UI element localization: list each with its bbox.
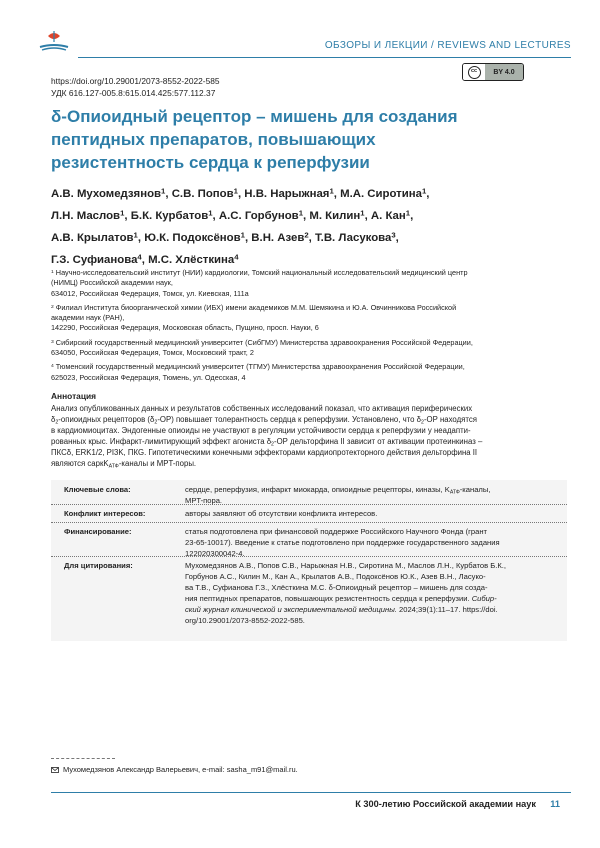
meta-value	[185, 508, 377, 519]
affiliation-ref: 2	[304, 230, 309, 240]
affiliation-ref: 4	[137, 252, 142, 262]
author-separator: ,	[212, 210, 219, 222]
affiliation-text: Тюменский государственный медицинский университет (ТГМУ) Министерства здравоохранения Российской Федерации,	[55, 362, 465, 372]
author-name: А. Кан	[370, 210, 406, 222]
affiliation-ref: 1	[421, 186, 427, 196]
abstract-text	[51, 403, 571, 469]
cc-logo-icon: cc	[463, 64, 485, 80]
text-run: -ОР) повышает толерантность сердца к реперфузии. Установлено, что δ	[157, 415, 421, 424]
meta-label: Ключевые слова:	[64, 485, 131, 494]
italic-text: ский журнал клинической и экспериментальной медицины.	[185, 605, 397, 614]
text-run: K	[103, 459, 109, 468]
author-name: Б.К. Курбатов	[130, 210, 209, 222]
text-run: -каналы,	[459, 485, 491, 494]
section-heading: ОБЗОРЫ И ЛЕКЦИИ / REVIEWS AND LECTURES	[324, 40, 571, 51]
subscript: 2	[421, 419, 424, 426]
subscript: АТФ	[108, 463, 119, 470]
meta-line	[185, 526, 500, 537]
abstract-heading: Аннотация	[51, 391, 97, 401]
author-name: М.А. Сиротина	[340, 188, 422, 200]
author-separator: ,	[124, 210, 131, 222]
affiliation-line	[51, 278, 571, 288]
meta-line	[185, 615, 506, 626]
title-line: резистентность сердца к реперфузии	[51, 153, 370, 172]
affiliation-line	[51, 362, 571, 372]
title-line: пептидных препаратов, повышающих	[51, 130, 376, 149]
affiliation-line	[51, 323, 571, 333]
affiliation-text: 625023, Российская Федерация, Тюмень, ул. Одесская, 4	[51, 372, 246, 382]
abstract-line	[51, 425, 571, 436]
meta-line	[185, 537, 500, 548]
author-line	[51, 227, 571, 249]
text-run: рованных крыс. Инфаркт-лимитирующий эффект агониста δ	[51, 437, 272, 446]
affiliation-line	[51, 348, 571, 358]
author-separator: ,	[141, 254, 149, 266]
text-run: ния пептидных препаратов, повышающих резистентность сердца к реперфузии.	[185, 594, 472, 603]
meta-line	[185, 582, 506, 593]
affiliation-text: Филиал Института биоорганической химии (ИБХ) имени академиков М.М. Шемякина и Ю.А. Овчинникова Российской	[55, 302, 457, 312]
text-run: MPT-пора.	[185, 496, 223, 505]
meta-line	[185, 604, 506, 615]
article-title	[51, 105, 561, 174]
affiliation-ref: 1	[120, 208, 125, 218]
text-run: -опиоидных рецепторов (δ	[58, 415, 155, 424]
text-run: Мухомедзянов А.В., Попов С.В., Нарыжная Н.В., Сиротина М., Маслов Л.Н., Курбатов Б.К.,	[185, 561, 507, 570]
text-run: авторы заявляют об отсутствии конфликта интересов.	[185, 509, 378, 518]
author-separator: ,	[410, 210, 414, 222]
author-separator: ,	[308, 232, 315, 244]
affiliation-ref: 1	[240, 230, 245, 240]
text-run: статья подготовлена при финансовой поддержке Российского Научного Фонда (грант	[185, 527, 488, 536]
footer-title: К 300-летию Российской академии наук	[355, 799, 536, 809]
author-separator: ,	[426, 188, 430, 200]
title-line: δ-Опиоидный рецептор – мишень для создания	[51, 107, 458, 126]
udk-code: УДК 616.127-005.8:615.014.425:577.112.37	[51, 88, 216, 98]
author-separator: ,	[364, 210, 371, 222]
meta-value	[185, 560, 506, 626]
affiliation	[51, 303, 571, 334]
affiliation-line	[51, 338, 571, 348]
abstract-line	[51, 414, 571, 425]
author-name: М.С. Хлёсткина	[148, 254, 235, 266]
affiliation-number: 1	[51, 269, 54, 275]
affiliation-line	[51, 268, 571, 278]
author-name: А.С. Горбунов	[218, 210, 299, 222]
meta-value	[185, 526, 500, 559]
affiliation-text: Сибирский государственный медицинский университет (СибГМУ) Министерства здравоохранения Российской Федерации,	[55, 337, 473, 347]
subscript: АТФ	[449, 489, 460, 496]
meta-line	[185, 508, 377, 519]
affiliation-ref: 1	[208, 208, 213, 218]
text-run: 23-65-10017). Введение к статье подготовлено при поддержке государственного задания	[185, 538, 500, 547]
affiliations	[51, 268, 571, 387]
author-name: Г.З. Суфианова	[51, 254, 138, 266]
author-name: Л.Н. Маслов	[51, 210, 121, 222]
corresponding-author-footnote	[51, 765, 298, 774]
text-run: 2024;39(1):11–17. https://doi.	[396, 605, 498, 614]
author-separator: ,	[137, 232, 145, 244]
meta-label: Конфликт интересов:	[64, 509, 146, 518]
meta-label: Для цитирования:	[64, 561, 133, 570]
envelope-icon	[51, 767, 59, 773]
meta-line	[185, 495, 490, 506]
affiliation-text: Научно-исследовательский институт (НИИ) кардиологии, Томский национальный исследовательский медицинский центр	[55, 268, 468, 277]
cc-license-badge[interactable]	[462, 63, 524, 81]
footer-rule	[51, 792, 571, 793]
text-run: -ОР находятся	[423, 415, 477, 424]
meta-line	[185, 484, 490, 495]
text-run: -ОР дельторфина II зависит от активации протеинкиназ –	[274, 437, 483, 446]
author-separator: ,	[395, 232, 399, 244]
footnote-rule	[51, 758, 115, 759]
affiliation-line	[51, 373, 571, 383]
text-run: Анализ опубликованных данных и результатов собственных исследований показал, что активация периферических	[51, 404, 473, 413]
author-separator: ,	[244, 232, 252, 244]
meta-line	[185, 560, 506, 571]
meta-line	[185, 548, 500, 559]
article-meta-box	[51, 480, 567, 641]
author-separator: ,	[333, 188, 341, 200]
affiliation-ref: 1	[133, 230, 138, 240]
text-run: в кардиомиоцитах. Эндогенные опиоиды не участвуют в регуляции устойчивости сердца к реперфузии у неадапти-	[51, 426, 471, 435]
abstract-line	[51, 458, 571, 469]
affiliation-ref: 1	[329, 186, 334, 196]
author-name: М. Килин	[309, 210, 361, 222]
affiliation-text: 634050, Российская Федерация, Томск, Московский тракт, 2	[51, 348, 254, 358]
abstract-line	[51, 403, 571, 414]
affiliation-ref: 1	[233, 186, 238, 196]
author-name: С.В. Попов	[171, 188, 234, 200]
text-run: являются сарк	[51, 459, 104, 468]
affiliation	[51, 268, 571, 299]
text-run: ва Т.В., Суфианова Г.З., Хлёсткина М.С. δ-Опиоидный рецептор – мишень для созда-	[185, 583, 488, 592]
affiliation-line	[51, 313, 571, 323]
subscript: 2	[55, 419, 59, 426]
affiliation-text: 142290, Российская Федерация, Московская область, Пущино, просп. Науки, 6	[51, 323, 319, 333]
abstract-line	[51, 447, 571, 458]
author-name: Ю.К. Подоксёнов	[144, 232, 241, 244]
meta-line	[185, 593, 506, 604]
text-run: 122020300042-4.	[185, 549, 245, 558]
author-separator: ,	[165, 188, 172, 200]
affiliation-line	[51, 289, 571, 299]
text-run: org/10.29001/2073-8552-2022-585.	[185, 616, 305, 625]
text-run: сердце, реперфузия, инфаркт миокарда, опиоидные рецепторы, киназы, K	[185, 485, 450, 494]
affiliation-ref: 1	[360, 208, 365, 218]
subscript: 2	[271, 441, 274, 448]
author-line	[51, 205, 571, 227]
author-separator: ,	[303, 210, 310, 222]
author-separator: ,	[237, 188, 245, 200]
doi-link[interactable]: https://doi.org/10.29001/2073-8552-2022-585	[51, 76, 220, 86]
affiliation-ref: 4	[234, 252, 239, 262]
abstract-line	[51, 436, 571, 447]
affiliation-number: 4	[51, 364, 54, 370]
author-name: В.Н. Азев	[251, 232, 305, 244]
meta-label: Финансирование:	[64, 527, 132, 536]
meta-line	[185, 571, 506, 582]
author-name: Н.В. Нарыжная	[244, 188, 330, 200]
affiliation-ref: 3	[391, 230, 396, 240]
author-name: А.В. Мухомедзянов	[51, 188, 162, 200]
affiliation	[51, 362, 571, 383]
text-run: ПКCδ, ERK1/2, PI3K, ПКG. Гипотетическими конечными эффекторами кардиопротекторного действия дельторфина II	[51, 448, 478, 457]
license-label: BY 4.0	[485, 64, 523, 80]
author-name: А.В. Крылатов	[51, 232, 134, 244]
affiliation-text: 634012, Российская Федерация, Томск, ул. Киевская, 111а	[51, 288, 249, 298]
affiliation	[51, 338, 571, 359]
affiliation-text: (НИМЦ) Российской академии наук,	[51, 278, 173, 288]
journal-logo-icon	[36, 28, 72, 54]
footnote-text: Мухомедзянов Александр Валерьевич, e-mail: sasha_m91@mail.ru.	[63, 765, 298, 774]
italic-text: Сибир-	[471, 594, 497, 603]
meta-value	[185, 484, 490, 506]
subscript: 2	[154, 419, 158, 426]
affiliation-ref: 1	[298, 208, 303, 218]
text-run: -каналы и MPT-поры.	[118, 459, 197, 468]
page-number: 11	[550, 799, 560, 809]
affiliation-number: 2	[51, 304, 54, 310]
text-run: Горбунов А.С., Килин М., Кан А., Крылатов А.В., Подоксёнов Ю.К., Азев В.Н., Ласуко-	[185, 572, 486, 581]
meta-divider	[51, 522, 567, 523]
affiliation-text: академии наук (РАН),	[51, 313, 125, 323]
affiliation-number: 3	[51, 339, 54, 345]
affiliation-line	[51, 303, 571, 313]
author-list	[51, 183, 571, 271]
author-line	[51, 183, 571, 205]
author-name: Т.В. Ласукова	[314, 232, 392, 244]
affiliation-ref: 1	[161, 186, 166, 196]
text-run: δ	[51, 415, 56, 424]
affiliation-ref: 1	[405, 208, 411, 218]
header-rule	[78, 57, 571, 58]
